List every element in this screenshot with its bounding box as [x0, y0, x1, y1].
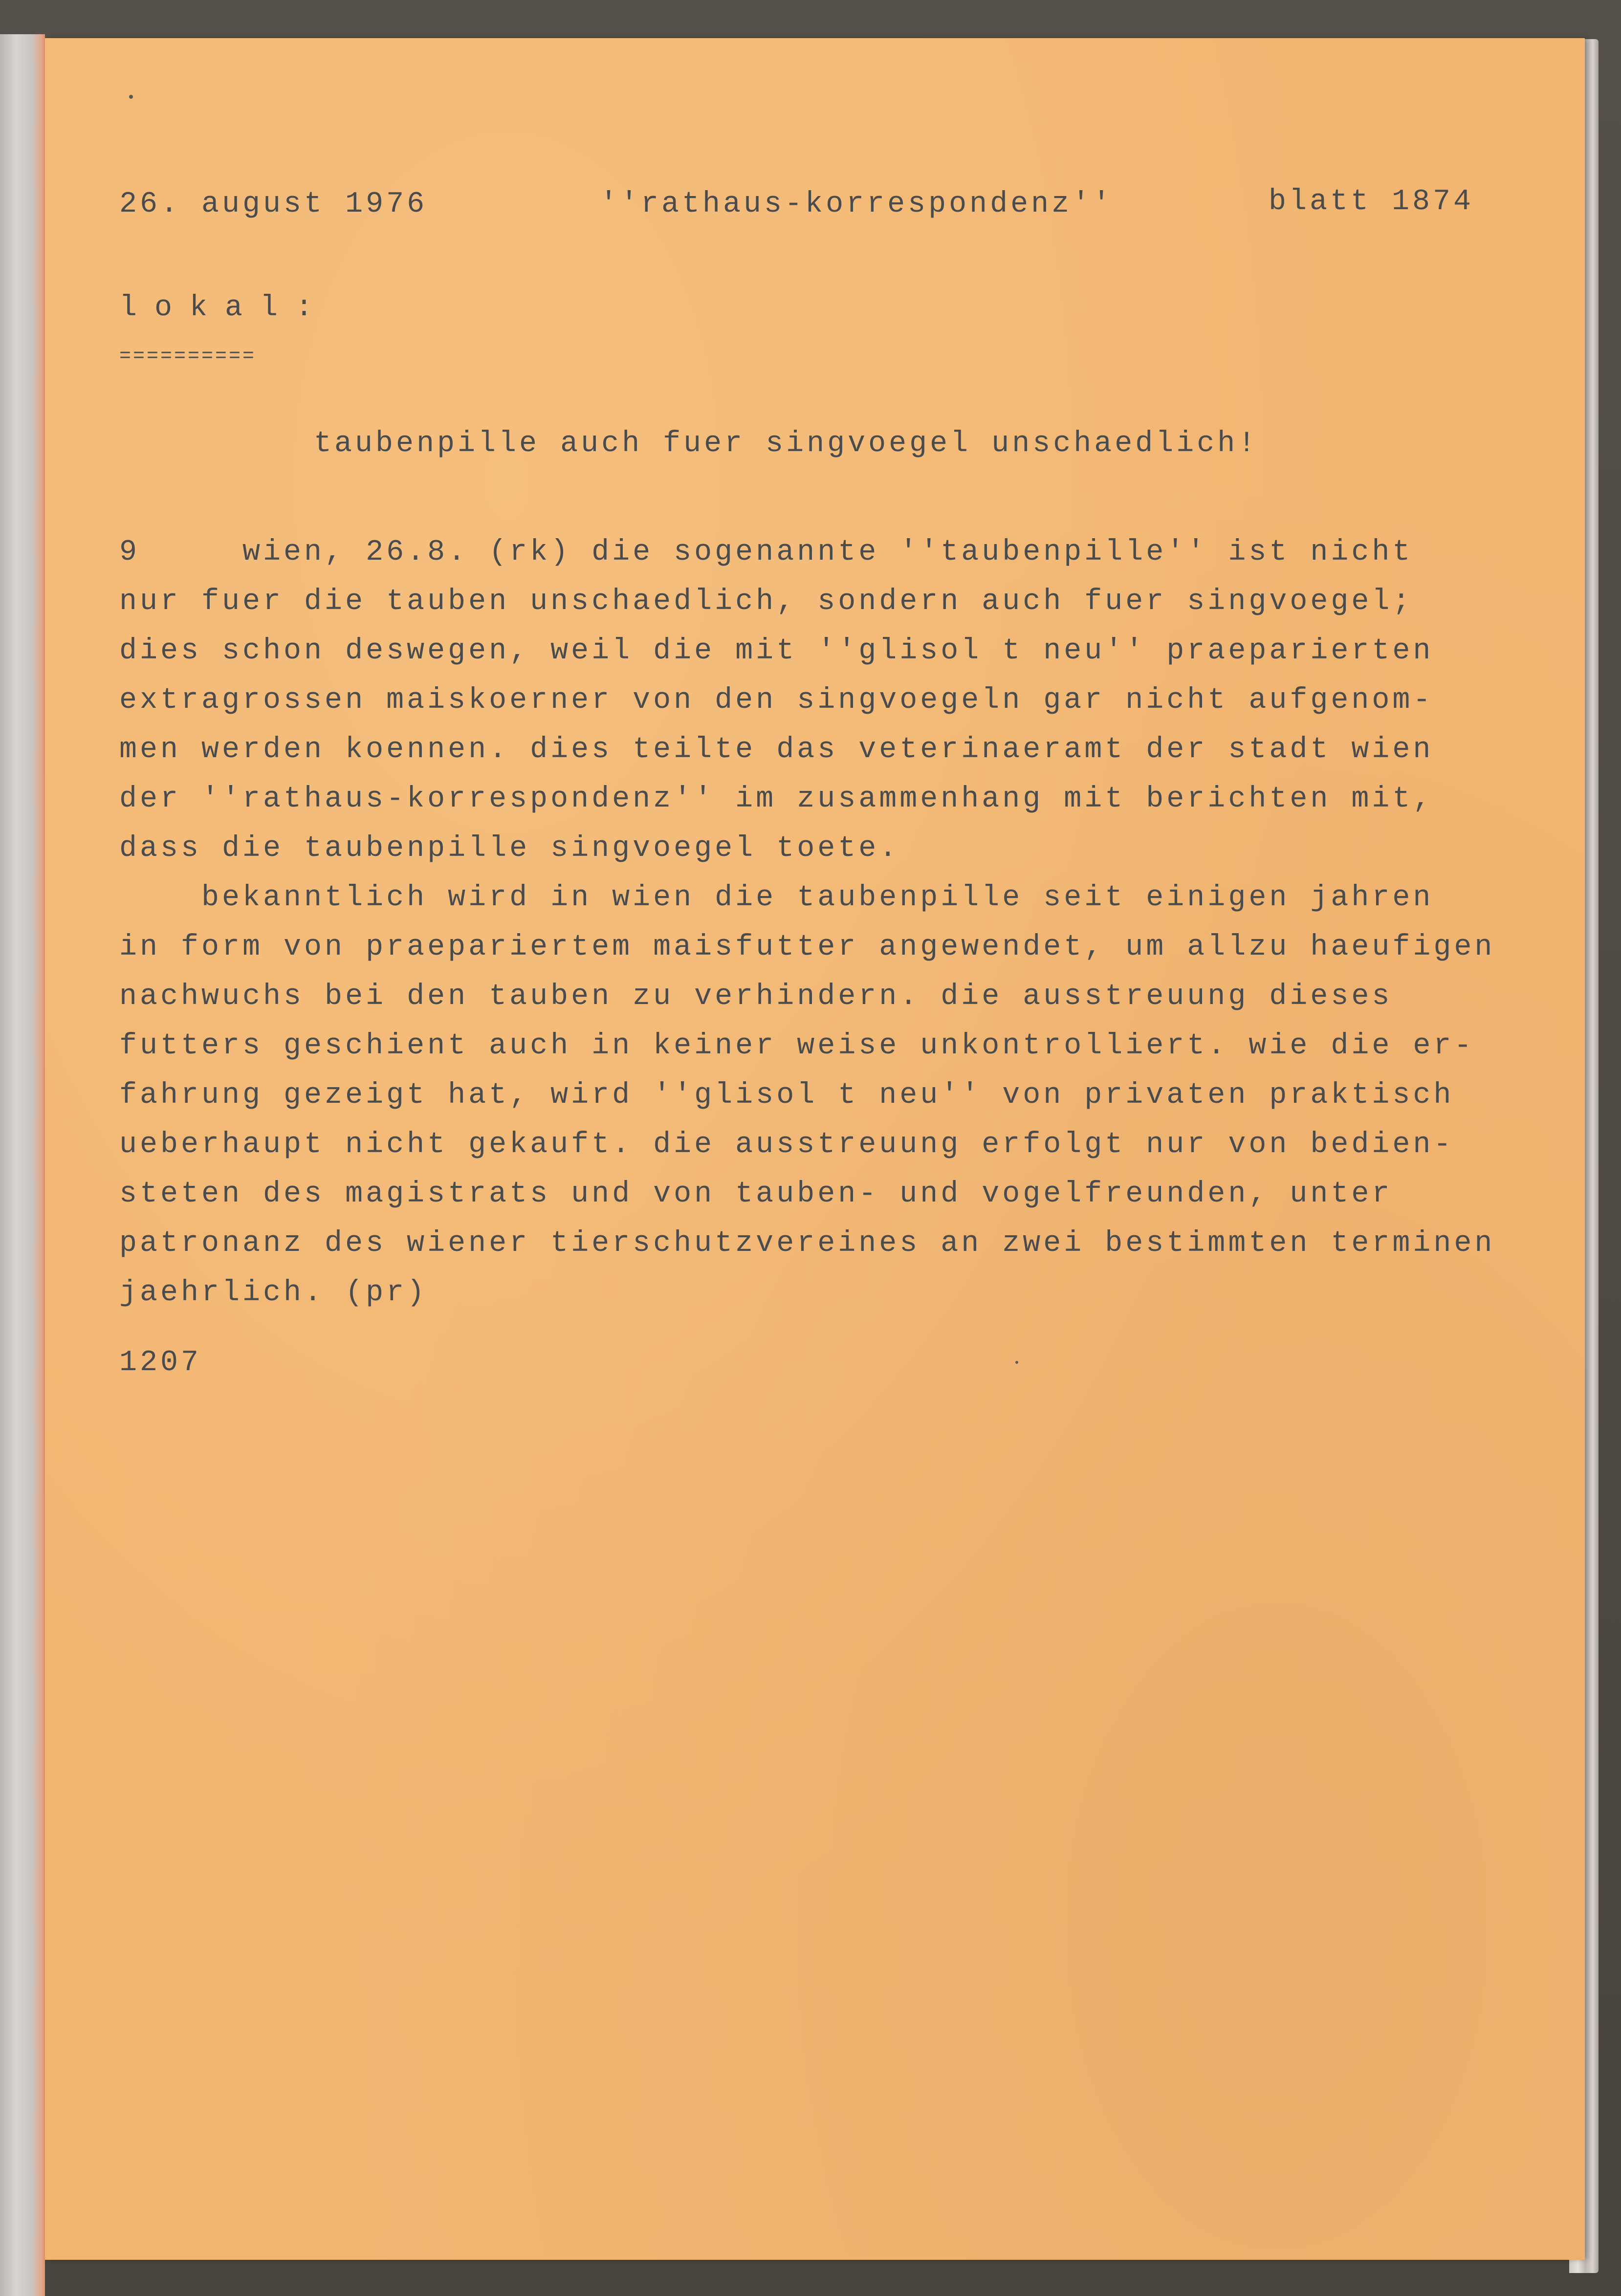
- body-line: nachwuchs bei den tauben zu verhindern. die ausstreuung dieses: [119, 980, 1393, 1013]
- body-line: men werden koennen. dies teilte das veterinaeramt der stadt wien: [119, 733, 1434, 766]
- header-date: 26. august 1976: [119, 188, 428, 221]
- section-underline: ==========: [119, 346, 257, 368]
- body-line: der ''rathaus-korrespondenz'' im zusammenhang mit berichten mit,: [119, 783, 1434, 816]
- body-line: dass die taubenpille singvoegel toete.: [119, 832, 900, 865]
- body-line: dies schon deswegen, weil die mit ''glisol t neu'' praeparierten: [119, 634, 1434, 668]
- article-body: [119, 528, 1576, 1318]
- body-line: ueberhaupt nicht gekauft. die ausstreuung erfolgt nur von bedien-: [119, 1128, 1454, 1161]
- ink-speck: [129, 95, 133, 99]
- body-line: fahrung gezeigt hat, wird ''glisol t neu'' von privaten praktisch: [119, 1079, 1454, 1112]
- body-line: steten des magistrats und von tauben- und vogelfreunden, unter: [119, 1178, 1393, 1211]
- body-line: bekanntlich wird in wien die taubenpille seit einigen jahren: [119, 881, 1434, 915]
- document-number: 1207: [119, 1346, 202, 1379]
- body-line: extragrossen maiskoerner von den singvoegeln gar nicht aufgenom-: [119, 684, 1434, 717]
- binder-edge: [0, 34, 45, 2296]
- body-line: futters geschient auch in keiner weise unkontrolliert. wie die er-: [119, 1029, 1475, 1063]
- section-label: lokal:: [119, 291, 331, 325]
- body-line: 9 wien, 26.8. (rk) die sogenannte ''taubenpille'' ist nicht: [119, 536, 1413, 569]
- article-headline: taubenpille auch fuer singvoegel unschaedlich!: [314, 427, 1259, 460]
- body-line: in form von praepariertem maisfutter angewendet, um allzu haeufigen: [119, 931, 1495, 964]
- body-line: nur fuer die tauben unschaedlich, sondern auch fuer singvoegel;: [119, 585, 1413, 618]
- header-publication: ''rathaus-korrespondenz'': [600, 188, 1114, 221]
- header-sheet-number: blatt 1874: [1269, 185, 1474, 219]
- body-line: jaehrlich. (pr): [119, 1276, 428, 1310]
- ink-speck: [1015, 1361, 1018, 1364]
- document-page: [45, 38, 1585, 2260]
- body-line: patronanz des wiener tierschutzvereines an zwei bestimmten terminen: [119, 1227, 1495, 1260]
